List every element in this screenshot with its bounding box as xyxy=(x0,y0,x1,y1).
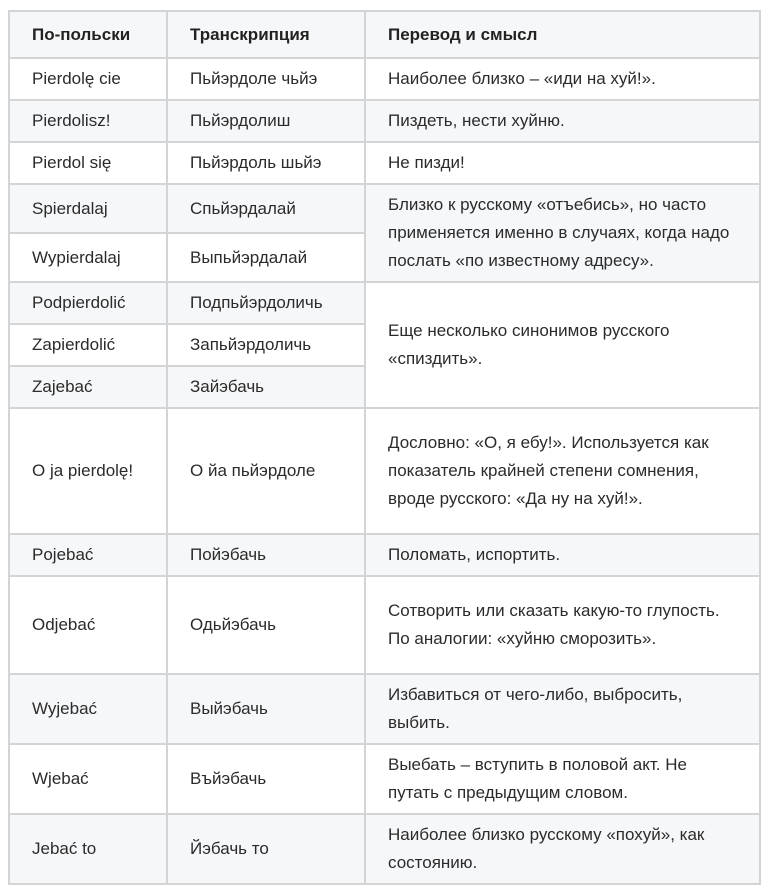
cell-transcription: Выпьйэрдалай xyxy=(167,233,365,282)
header-row xyxy=(9,11,760,58)
table-row xyxy=(9,534,760,576)
phrase-table xyxy=(8,10,761,885)
cell-polish: Zajebać xyxy=(9,366,167,408)
cell-polish: O ja pierdolę! xyxy=(9,408,167,534)
cell-meaning: Близко к русскому «отъебись», но часто применяется именно в случаях, когда надо послать «по известному адресу». xyxy=(365,184,760,282)
cell-meaning: Выебать – вступить в половой акт. Не путать с предыдущим словом. xyxy=(365,744,760,814)
cell-transcription: Пьйэрдоль шьйэ xyxy=(167,142,365,184)
table-row xyxy=(9,282,760,324)
table-row xyxy=(9,576,760,674)
table-row xyxy=(9,814,760,884)
cell-meaning: Дословно: «О, я ебу!». Используется как показатель крайней степени сомнения, вроде русского: «Да ну на хуй!». xyxy=(365,408,760,534)
cell-transcription: Одьйэбачь xyxy=(167,576,365,674)
cell-transcription: Пойэбачь xyxy=(167,534,365,576)
cell-polish: Pierdolisz! xyxy=(9,100,167,142)
cell-polish: Jebać to xyxy=(9,814,167,884)
table-row xyxy=(9,408,760,534)
cell-transcription: Выйэбачь xyxy=(167,674,365,744)
cell-meaning: Поломать, испортить. xyxy=(365,534,760,576)
cell-polish: Wypierdalaj xyxy=(9,233,167,282)
cell-transcription: Подпьйэрдоличь xyxy=(167,282,365,324)
cell-polish: Pierdolę cie xyxy=(9,58,167,100)
cell-polish: Spierdalaj xyxy=(9,184,167,233)
cell-transcription: Йэбачь то xyxy=(167,814,365,884)
table-row xyxy=(9,58,760,100)
cell-transcription: Спьйэрдалай xyxy=(167,184,365,233)
cell-polish: Zapierdolić xyxy=(9,324,167,366)
cell-meaning: Наиболее близко русскому «похуй», как состоянию. xyxy=(365,814,760,884)
header-transcription: Транскрипция xyxy=(167,11,365,58)
cell-polish: Wyjebać xyxy=(9,674,167,744)
cell-polish: Odjebać xyxy=(9,576,167,674)
cell-polish: Podpierdolić xyxy=(9,282,167,324)
cell-transcription: Въйэбачь xyxy=(167,744,365,814)
table-row xyxy=(9,142,760,184)
cell-meaning: Не пизди! xyxy=(365,142,760,184)
table-row xyxy=(9,674,760,744)
cell-meaning: Сотворить или сказать какую-то глупость. По аналогии: «хуйню сморозить». xyxy=(365,576,760,674)
cell-meaning: Избавиться от чего-либо, выбросить, выбить. xyxy=(365,674,760,744)
cell-meaning: Наиболее близко – «иди на хуй!». xyxy=(365,58,760,100)
cell-transcription: Запьйэрдоличь xyxy=(167,324,365,366)
cell-transcription: Пьйэрдоле чьйэ xyxy=(167,58,365,100)
table-row xyxy=(9,744,760,814)
cell-transcription: О йа пьйэрдоле xyxy=(167,408,365,534)
header-meaning: Перевод и смысл xyxy=(365,11,760,58)
cell-transcription: Зайэбачь xyxy=(167,366,365,408)
header-polish: По-польски xyxy=(9,11,167,58)
cell-meaning: Еще несколько синонимов русского «спиздить». xyxy=(365,282,760,408)
cell-polish: Pierdol się xyxy=(9,142,167,184)
table-row xyxy=(9,100,760,142)
cell-transcription: Пьйэрдолиш xyxy=(167,100,365,142)
table-row xyxy=(9,184,760,233)
cell-polish: Pojebać xyxy=(9,534,167,576)
cell-polish: Wjebać xyxy=(9,744,167,814)
cell-meaning: Пиздеть, нести хуйню. xyxy=(365,100,760,142)
